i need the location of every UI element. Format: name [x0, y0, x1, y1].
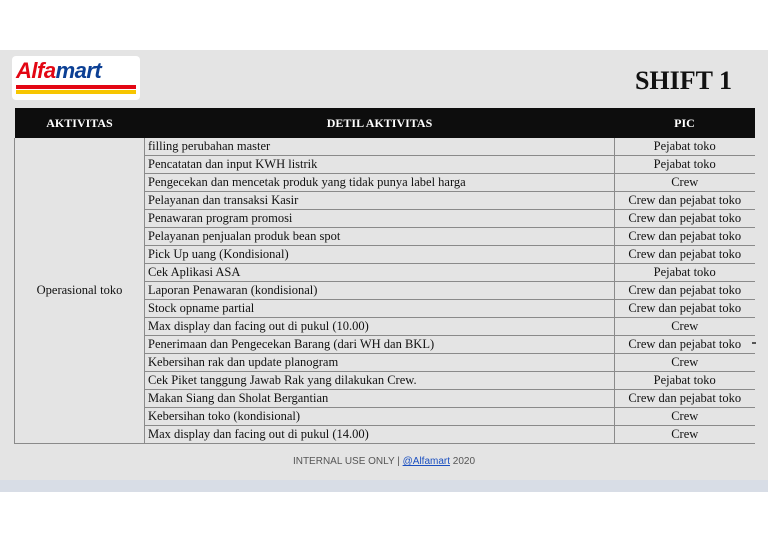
pic-cell: Pejabat toko	[615, 138, 755, 156]
logo-text-mart: mart	[55, 58, 102, 83]
detil-cell: Penerimaan dan Pengecekan Barang (dari WH dan BKL)	[145, 336, 615, 354]
pic-cell: Pejabat toko	[615, 264, 755, 282]
pic-cell: Crew dan pejabat toko	[615, 192, 755, 210]
header-detil-aktivitas: DETIL AKTIVITAS	[145, 108, 615, 138]
detil-cell: Max display dan facing out di pukul (10.00)	[145, 318, 615, 336]
table-row	[15, 138, 755, 156]
detil-cell: Kebersihan rak dan update planogram	[145, 354, 615, 372]
detil-cell: Cek Piket tanggung Jawab Rak yang dilakukan Crew.	[145, 372, 615, 390]
table-header-row	[15, 108, 755, 138]
footer-link[interactable]: @Alfamart	[402, 456, 451, 467]
detil-cell: Max display dan facing out di pukul (14.00)	[145, 426, 615, 444]
aktivitas-category: Operasional toko	[15, 138, 145, 444]
bottom-band	[0, 480, 768, 492]
alfamart-logo	[12, 56, 140, 100]
pic-cell: Crew	[615, 426, 755, 444]
detil-cell: Pelayanan dan transaksi Kasir	[145, 192, 615, 210]
detil-cell: Stock opname partial	[145, 300, 615, 318]
activity-table	[14, 108, 755, 444]
detil-cell: Kebersihan toko (kondisional)	[145, 408, 615, 426]
detil-cell: filling perubahan master	[145, 138, 615, 156]
pic-cell: Crew dan pejabat toko	[615, 210, 755, 228]
logo-red-stripe	[16, 85, 136, 89]
pic-cell: Crew	[615, 354, 755, 372]
detil-cell: Pelayanan penjualan produk bean spot	[145, 228, 615, 246]
detil-cell: Pick Up uang (Kondisional)	[145, 246, 615, 264]
footer-year: 2020	[450, 456, 476, 467]
detil-cell: Makan Siang dan Sholat Bergantian	[145, 390, 615, 408]
edge-mark	[752, 342, 756, 344]
table-body	[15, 138, 755, 444]
detil-cell: Laporan Penawaran (kondisional)	[145, 282, 615, 300]
detil-cell: Pencatatan dan input KWH listrik	[145, 156, 615, 174]
detil-cell: Cek Aplikasi ASA	[145, 264, 615, 282]
pic-cell: Pejabat toko	[615, 372, 755, 390]
pic-cell: Crew dan pejabat toko	[615, 390, 755, 408]
pic-cell: Crew dan pejabat toko	[615, 246, 755, 264]
logo-text	[16, 59, 101, 83]
pic-cell: Crew dan pejabat toko	[615, 282, 755, 300]
pic-cell: Crew	[615, 174, 755, 192]
header-aktivitas: AKTIVITAS	[15, 108, 145, 138]
detil-cell: Pengecekan dan mencetak produk yang tidak punya label harga	[145, 174, 615, 192]
header-pic: PIC	[615, 108, 755, 138]
logo-text-alfa: Alfa	[16, 58, 56, 83]
footer	[0, 456, 768, 467]
shift-title: SHIFT 1	[634, 66, 732, 95]
pic-cell: Crew	[615, 408, 755, 426]
logo-yellow-stripe	[16, 90, 136, 94]
footer-text: INTERNAL USE ONLY |	[292, 456, 403, 467]
pic-cell: Crew dan pejabat toko	[615, 228, 755, 246]
slide	[0, 50, 768, 480]
detil-cell: Penawaran program promosi	[145, 210, 615, 228]
pic-cell: Crew	[615, 318, 755, 336]
pic-cell: Crew dan pejabat toko	[615, 300, 755, 318]
pic-cell: Crew dan pejabat toko	[615, 336, 755, 354]
pic-cell: Pejabat toko	[615, 156, 755, 174]
